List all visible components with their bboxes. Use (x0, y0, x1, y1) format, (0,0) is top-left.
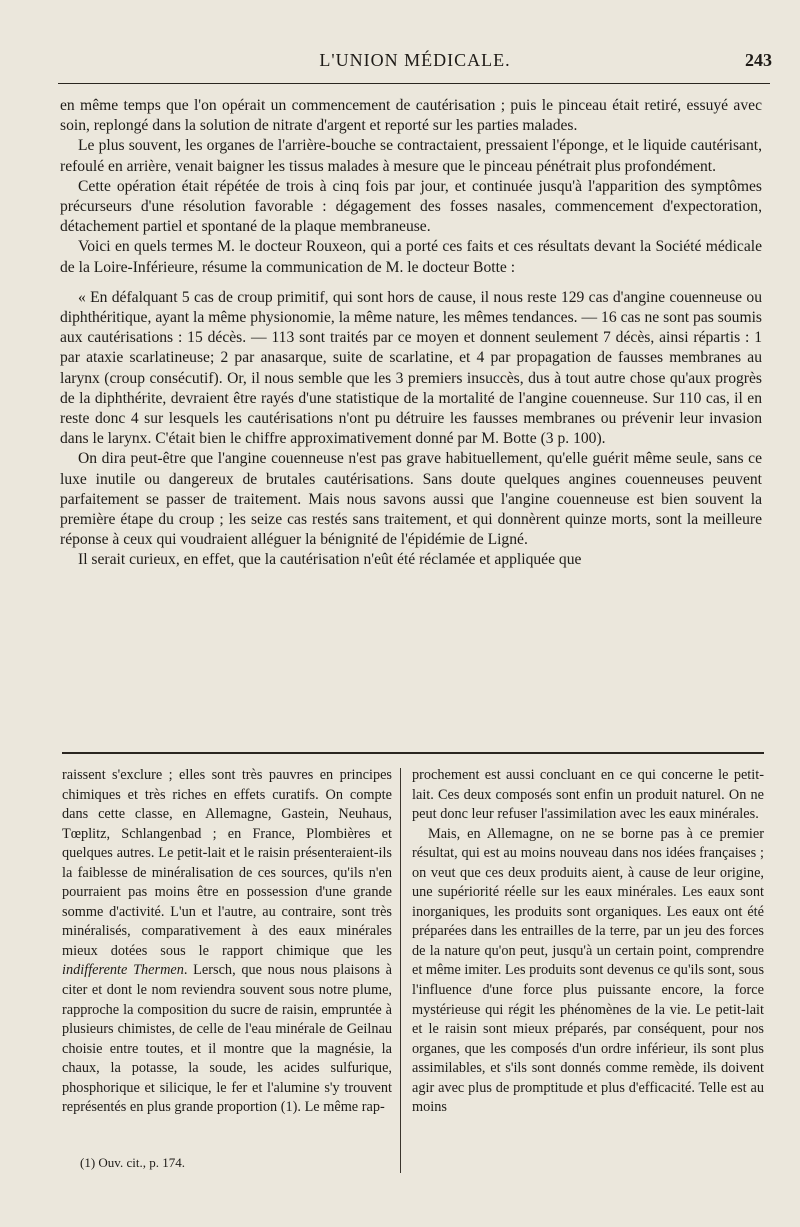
journal-title: L'UNION MÉDICALE. (319, 50, 511, 70)
italic-term: indifferente Thermen (62, 962, 184, 979)
paragraph: On dira peut-être que l'angine couenneuse n'est pas grave habituellement, qu'elle guérit même seule, sans ce luxe inutile ou dangereux de brutales cautérisations. Sans doute quelques angines couenneuses peuvent parfaitement se passer de traitement. Mais nous savons aussi que l'angine couenneuse est bien souvent la première étape du croup ; les seize cas restés sans traitement, et qui donnèrent quinze morts, sont la meilleure réponse à ceux qui voudraient alléguer la bénignité de l'épidémie de Ligné. (60, 450, 762, 549)
paragraph: Cette opération était répétée de trois à cinq fois par jour, et continuée jusqu'à l'apparition des symptômes précurseurs d'une résolution favorable : dégagement des fosses nasales, commencement d'expectoration, détachement partiel et spontané de la plaque membraneuse. (60, 177, 762, 236)
page-number: 243 (745, 50, 772, 70)
footnote: (1) Ouv. cit., p. 174. (80, 1155, 185, 1170)
feuilleton-right-column (412, 766, 764, 1118)
paragraph: Il serait curieux, en effet, que la cautérisation n'eût été réclamée et appliquée que (78, 551, 582, 569)
paragraph (62, 766, 392, 1118)
paragraph: en même temps que l'on opérait un commencement de cautérisation ; puis le pinceau était retiré, essuyé avec soin, replongé dans la solution de nitrate d'argent et reporté sur les parties malades. (60, 97, 762, 135)
column-divider (400, 768, 401, 1173)
text-run: raissent s'exclure ; elles sont très pauvres en principes chimiques et très riches en effets curatifs. On compte dans cette classe, en Allemagne, Gastein, Neuhaus, Tœplitz, Schlangenbad ; en France, Plombières et quelques autres. Le petit-lait et le raisin présenteraient-ils la faiblesse de minéralisation de ces sources, qu'ils n'en pourraient pas moins être en possession d'une grande somme d'activité. L'un et l'autre, au contraire, sont très minéralisés, comparativement à des eaux minérales mieux dotées sous le rapport chimique que les (62, 767, 392, 959)
paragraph: Le plus souvent, les organes de l'arrière-bouche se contractaient, pressaient l'éponge, et le liquide cautérisant, refoulé en arrière, venait baigner les tissus malades à mesure que le pinceau pénétrait plus profondément. (60, 137, 762, 175)
feuilleton-rule (62, 752, 764, 754)
paragraph: Voici en quels termes M. le docteur Rouxeon, qui a porté ces faits et ces résultats devant la Société médicale de la Loire-Inférieure, résume la communication de M. le docteur Botte : (60, 238, 762, 276)
main-article (60, 96, 762, 571)
header-rule (58, 83, 770, 84)
page-header (58, 50, 772, 76)
feuilleton-left-column (62, 766, 392, 1118)
quoted-paragraph: « En défalquant 5 cas de croup primitif, qui sont hors de cause, il nous reste 129 cas d'angine couenneuse ou diphthéritique, ayant la même physionomie, la même nature, les mêmes tendances. — 16 cas ne sont pas soumis aux cautérisations : 15 décès. — 113 sont traités par ce moyen et donnent seulement 7 décès, ainsi répartis : 1 par ataxie scarlatineuse; 2 par anasarque, suite de scarlatine, et 4 par propagation de fausses membranes au larynx (croup consécutif). Or, il nous semble que les 3 premiers insuccès, dus à tout autre chose qu'aux progrès de la diphthérite, devraient être rayés d'une statistique de la mortalité de l'angine couenneuse. Sur 110 cas, il en reste donc 4 sur lesquels les cautérisations n'ont pu détruire les fausses membranes ou prévenir leur invasion dans le larynx. C'était bien le chiffre approximativement donné par M. Botte (3 p. 100). (60, 288, 762, 448)
paragraph: Mais, en Allemagne, on ne se borne pas à ce premier résultat, qui est au moins nouveau dans nos idées françaises ; on veut que ces deux produits aient, à cause de leur origine, une supériorité réelle sur les eaux minérales. Les eaux sont inorganiques, les produits sont organiques. Les eaux ont été préparées dans les entrailles de la terre, par un jeu des forces de la nature qu'on peut, jusqu'à un certain point, comprendre et même imiter. Les produits sont devenus ce qu'ils sont, sous l'influence d'une force plus puissante encore, la force mystérieuse qui régit les phénomènes de la vie. Le petit-lait et le raisin sont mieux préparés, par conséquent, pour nos organes, que les composés d'un ordre inférieur, ils sont plus assimilables, et s'ils sont donnés comme remède, ils doivent agir avec plus de promptitude et plus d'efficacité. Telle est au moins (412, 825, 765, 1116)
text-run: . Lersch, que nous nous plaisons à citer et dont le nom reviendra souvent sous notre plume, rapproche la composition du sucre de raisin, empruntée à plusieurs chimistes, de celle de l'eau minérale de Geilnau choisie entre toutes, et il montre que la magnésie, la chaux, la potasse, la soude, les acides sulfurique, phosphorique et silicique, le fer et l'alumine s'y trouvent représentés en plus grande proportion (1). Le même rap- (62, 962, 392, 1116)
paragraph: prochement est aussi concluant en ce qui concerne le petit-lait. Ces deux composés sont enfin un produit naturel. On ne peut donc leur refuser l'assimilation avec les eaux minérales. (412, 767, 764, 823)
